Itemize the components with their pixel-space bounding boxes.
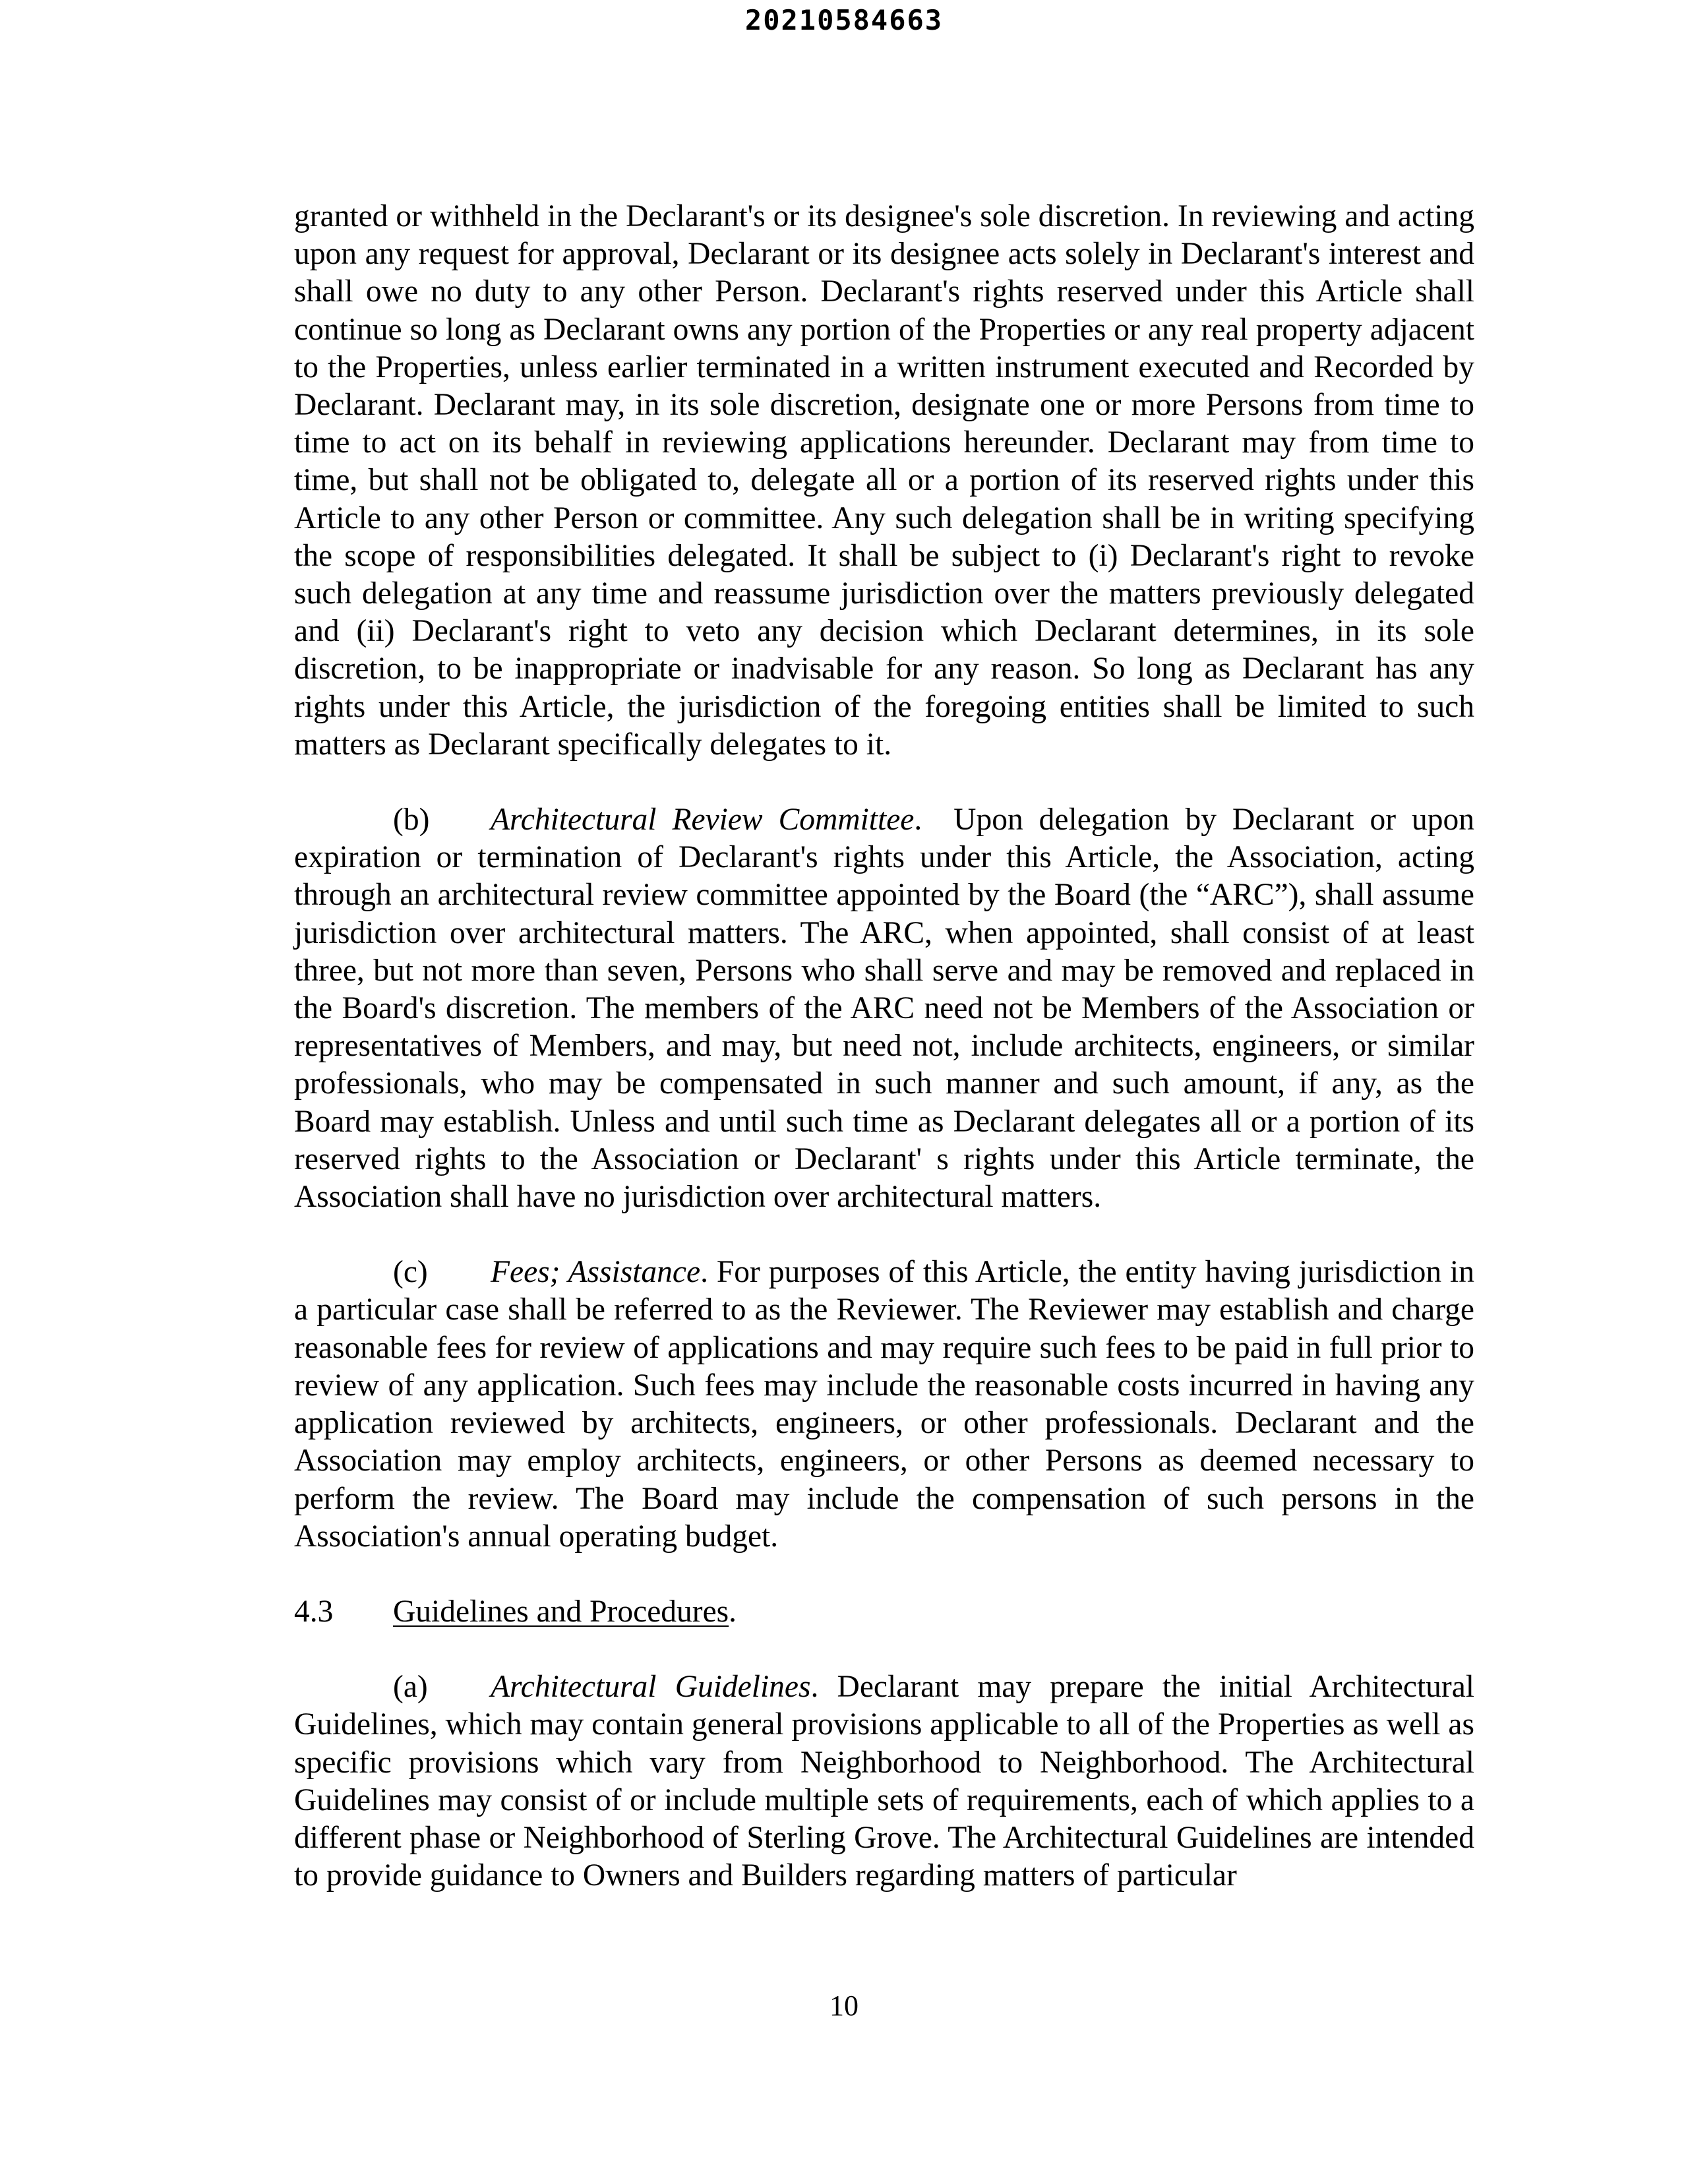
section-title: Guidelines and Procedures: [393, 1594, 729, 1629]
subsection-heading: Architectural Review Committee: [491, 803, 915, 837]
heading-period: .: [810, 1670, 819, 1705]
subsection-heading: Architectural Guidelines: [491, 1670, 811, 1705]
subsection-a-architectural-guidelines: [294, 1668, 1474, 1895]
subsection-heading: Fees; Assistance: [491, 1255, 701, 1290]
subsection-text: For purposes of this Article, the entity having jurisdiction in a particular case shall be referred to as the Reviewer. The Reviewer may establish and charge reasonable fees for review of applications and may require such fees to be paid in full prior to review of any application. Such fees may include the reasonable costs incurred in having any application reviewed by architects, engineers, or other professionals. Declarant and the Association may employ architects, engineers, or other Persons as deemed necessary to perform the review. The Board may include the compensation of such persons in the Association's annual operating budget.: [294, 1255, 1474, 1554]
subsection-b-architectural-review-committee: [294, 801, 1474, 1216]
subsection-text: Declarant may prepare the initial Architectural Guidelines, which may contain general provisions applicable to all of the Properties as well as specific provisions which vary from Neighborhood to Neighborhood. The Architectural Guidelines may consist of or include multiple sets of requirements, each of which applies to a different phase or Neighborhood of Sterling Grove. The Architectural Guidelines are intended to provide guidance to Owners and Builders regarding matters of particular: [294, 1670, 1474, 1893]
subsection-label: (a): [393, 1670, 428, 1705]
section-4-3-heading: [294, 1593, 1474, 1631]
subsection-text: Upon delegation by Declarant or upon expiration or termination of Declarant's rights under this Article, the Association, acting through an architectural review committee appointed by the Board (the “ARC”), shall assume jurisdiction over architectural matters. The ARC, when appointed, shall consist of at least three, but not more than seven, Persons who shall serve and may be removed and replaced in the Board's discretion. The members of the ARC need not be Members of the Association or representatives of Members, and may, but need not, include architects, engineers, or similar professionals, who may be compensated in such manner and such amount, if any, as the Board may establish. Unless and until such time as Declarant delegates all or a portion of its reserved rights to the Association or Declarant' s rights under this Article terminate, the Association shall have no jurisdiction over architectural matters.: [294, 803, 1474, 1215]
document-body: [294, 198, 1474, 1932]
section-title-period: .: [729, 1594, 737, 1629]
subsection-c-fees-assistance: [294, 1254, 1474, 1556]
heading-period: .: [914, 803, 922, 837]
section-number: 4.3: [294, 1594, 334, 1629]
page-number: 10: [829, 1989, 859, 2022]
document-number: 20210584663: [744, 4, 944, 36]
heading-period: .: [700, 1255, 708, 1290]
subsection-label: (b): [393, 803, 430, 837]
subsection-label: (c): [393, 1255, 428, 1290]
paragraph-declarant-discretion: granted or withheld in the Declarant's or its designee's sole discretion. In reviewing and acting upon any request for approval, Declarant or its designee acts solely in Declarant's interest and shall owe no duty to any other Person. Declarant's rights reserved under this Article shall continue so long as Declarant owns any portion of the Properties or any real property adjacent to the Properties, unless earlier terminated in a written instrument executed and Recorded by Declarant. Declarant may, in its sole discretion, designate one or more Persons from time to time to act on its behalf in reviewing applications hereunder. Declarant may from time to time, but shall not be obligated to, delegate all or a portion of its reserved rights under this Article to any other Person or committee. Any such delegation shall be in writing specifying the scope of responsibilities delegated. It shall be subject to (i) Declarant's right to revoke such delegation at any time and reassume jurisdiction over the matters previously delegated and (ii) Declarant's right to veto any decision which Declarant determines, in its sole discretion, to be inappropriate or inadvisable for any reason. So long as Declarant has any rights under this Article, the jurisdiction of the foregoing entities shall be limited to such matters as Declarant specifically delegates to it.: [294, 199, 1474, 762]
